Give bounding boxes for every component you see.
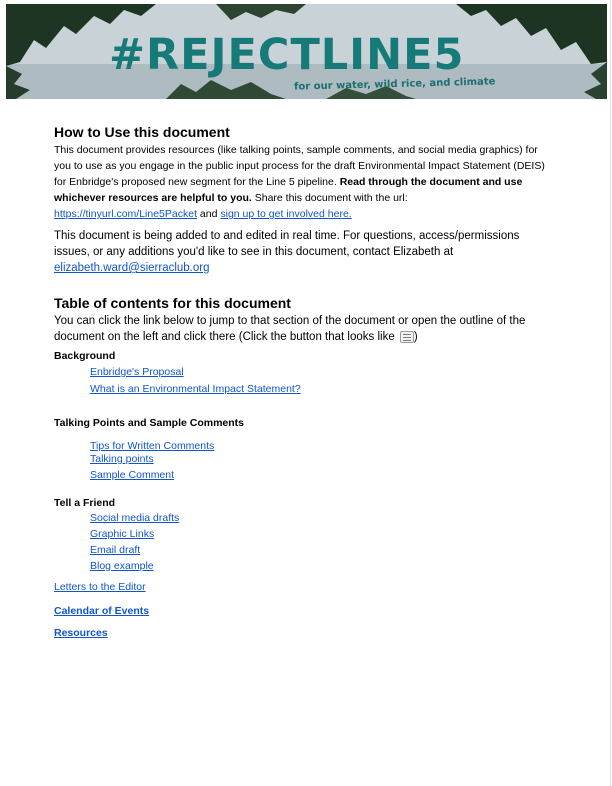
and-text: and [197,208,221,220]
email-link[interactable]: elizabeth.ward@sierraclub.org [54,262,210,274]
signup-link[interactable]: sign up to get involved here. [220,208,352,220]
toc-link-talking-points[interactable]: Talking points [90,453,154,465]
toc-link-graphic-links[interactable]: Graphic Links [90,528,155,540]
packet-url-link[interactable]: https://tinyurl.com/Line5Packet [54,208,197,220]
howto-heading: How to Use this document [54,124,230,140]
howto-text: This document provides resources (like talking points, sample comments, and social media graphics) for you to use as you engage in the public input process for the draft Environmental Impact Statement (DEIS) for Enbridge's proposed new segment for the Line 5 pipeline. [54,144,545,188]
header-banner [6,4,607,99]
toc-link-social-media[interactable]: Social media drafts [90,512,180,524]
toc-link-tips[interactable]: Tips for Written Comments [90,440,215,452]
toc-intro-end: ) [413,331,418,343]
share-text: Share this document with the url: [251,192,408,204]
toc-intro-text: You can click the link below to jump to that section of the document or open the outline of the document on the left and click there (Click the button that looks like [54,315,526,343]
toc-link-blog-example[interactable]: Blog example [90,560,154,572]
toc-link-sample-comment[interactable]: Sample Comment [90,469,175,481]
outline-icon [400,331,414,343]
howto-bold-text: Read through the document and use whichever resources are helpful to you. [54,176,523,204]
banner-title: #REJECTLINE5 [109,30,465,80]
toc-link-email-draft[interactable]: Email draft [90,544,141,556]
toc-link-calendar[interactable]: Calendar of Events [54,605,150,617]
section-talking-points: Talking Points and Sample Comments [54,417,245,429]
toc-intro [54,313,552,345]
howto-paragraph [54,142,552,222]
banner-tagline: for our water, wild rice, and climate [293,76,496,93]
toc-link-enbridge-proposal[interactable]: Enbridge's Proposal [90,366,184,378]
toc-link-resources[interactable]: Resources [54,627,108,639]
section-background: Background [54,350,116,362]
toc-link-eis[interactable]: What is an Environmental Impact Statement? [90,383,301,395]
toc-link-letters[interactable]: Letters to the Editor [54,581,146,593]
contact-paragraph [54,228,546,276]
toc-heading: Table of contents for this document [54,295,291,311]
contact-text: This document is being added to and edited in real time. For questions, access/permissions issues, or any additions you'd like to see in this document, contact Elizabeth at [54,230,520,258]
section-tell-a-friend: Tell a Friend [54,497,116,509]
